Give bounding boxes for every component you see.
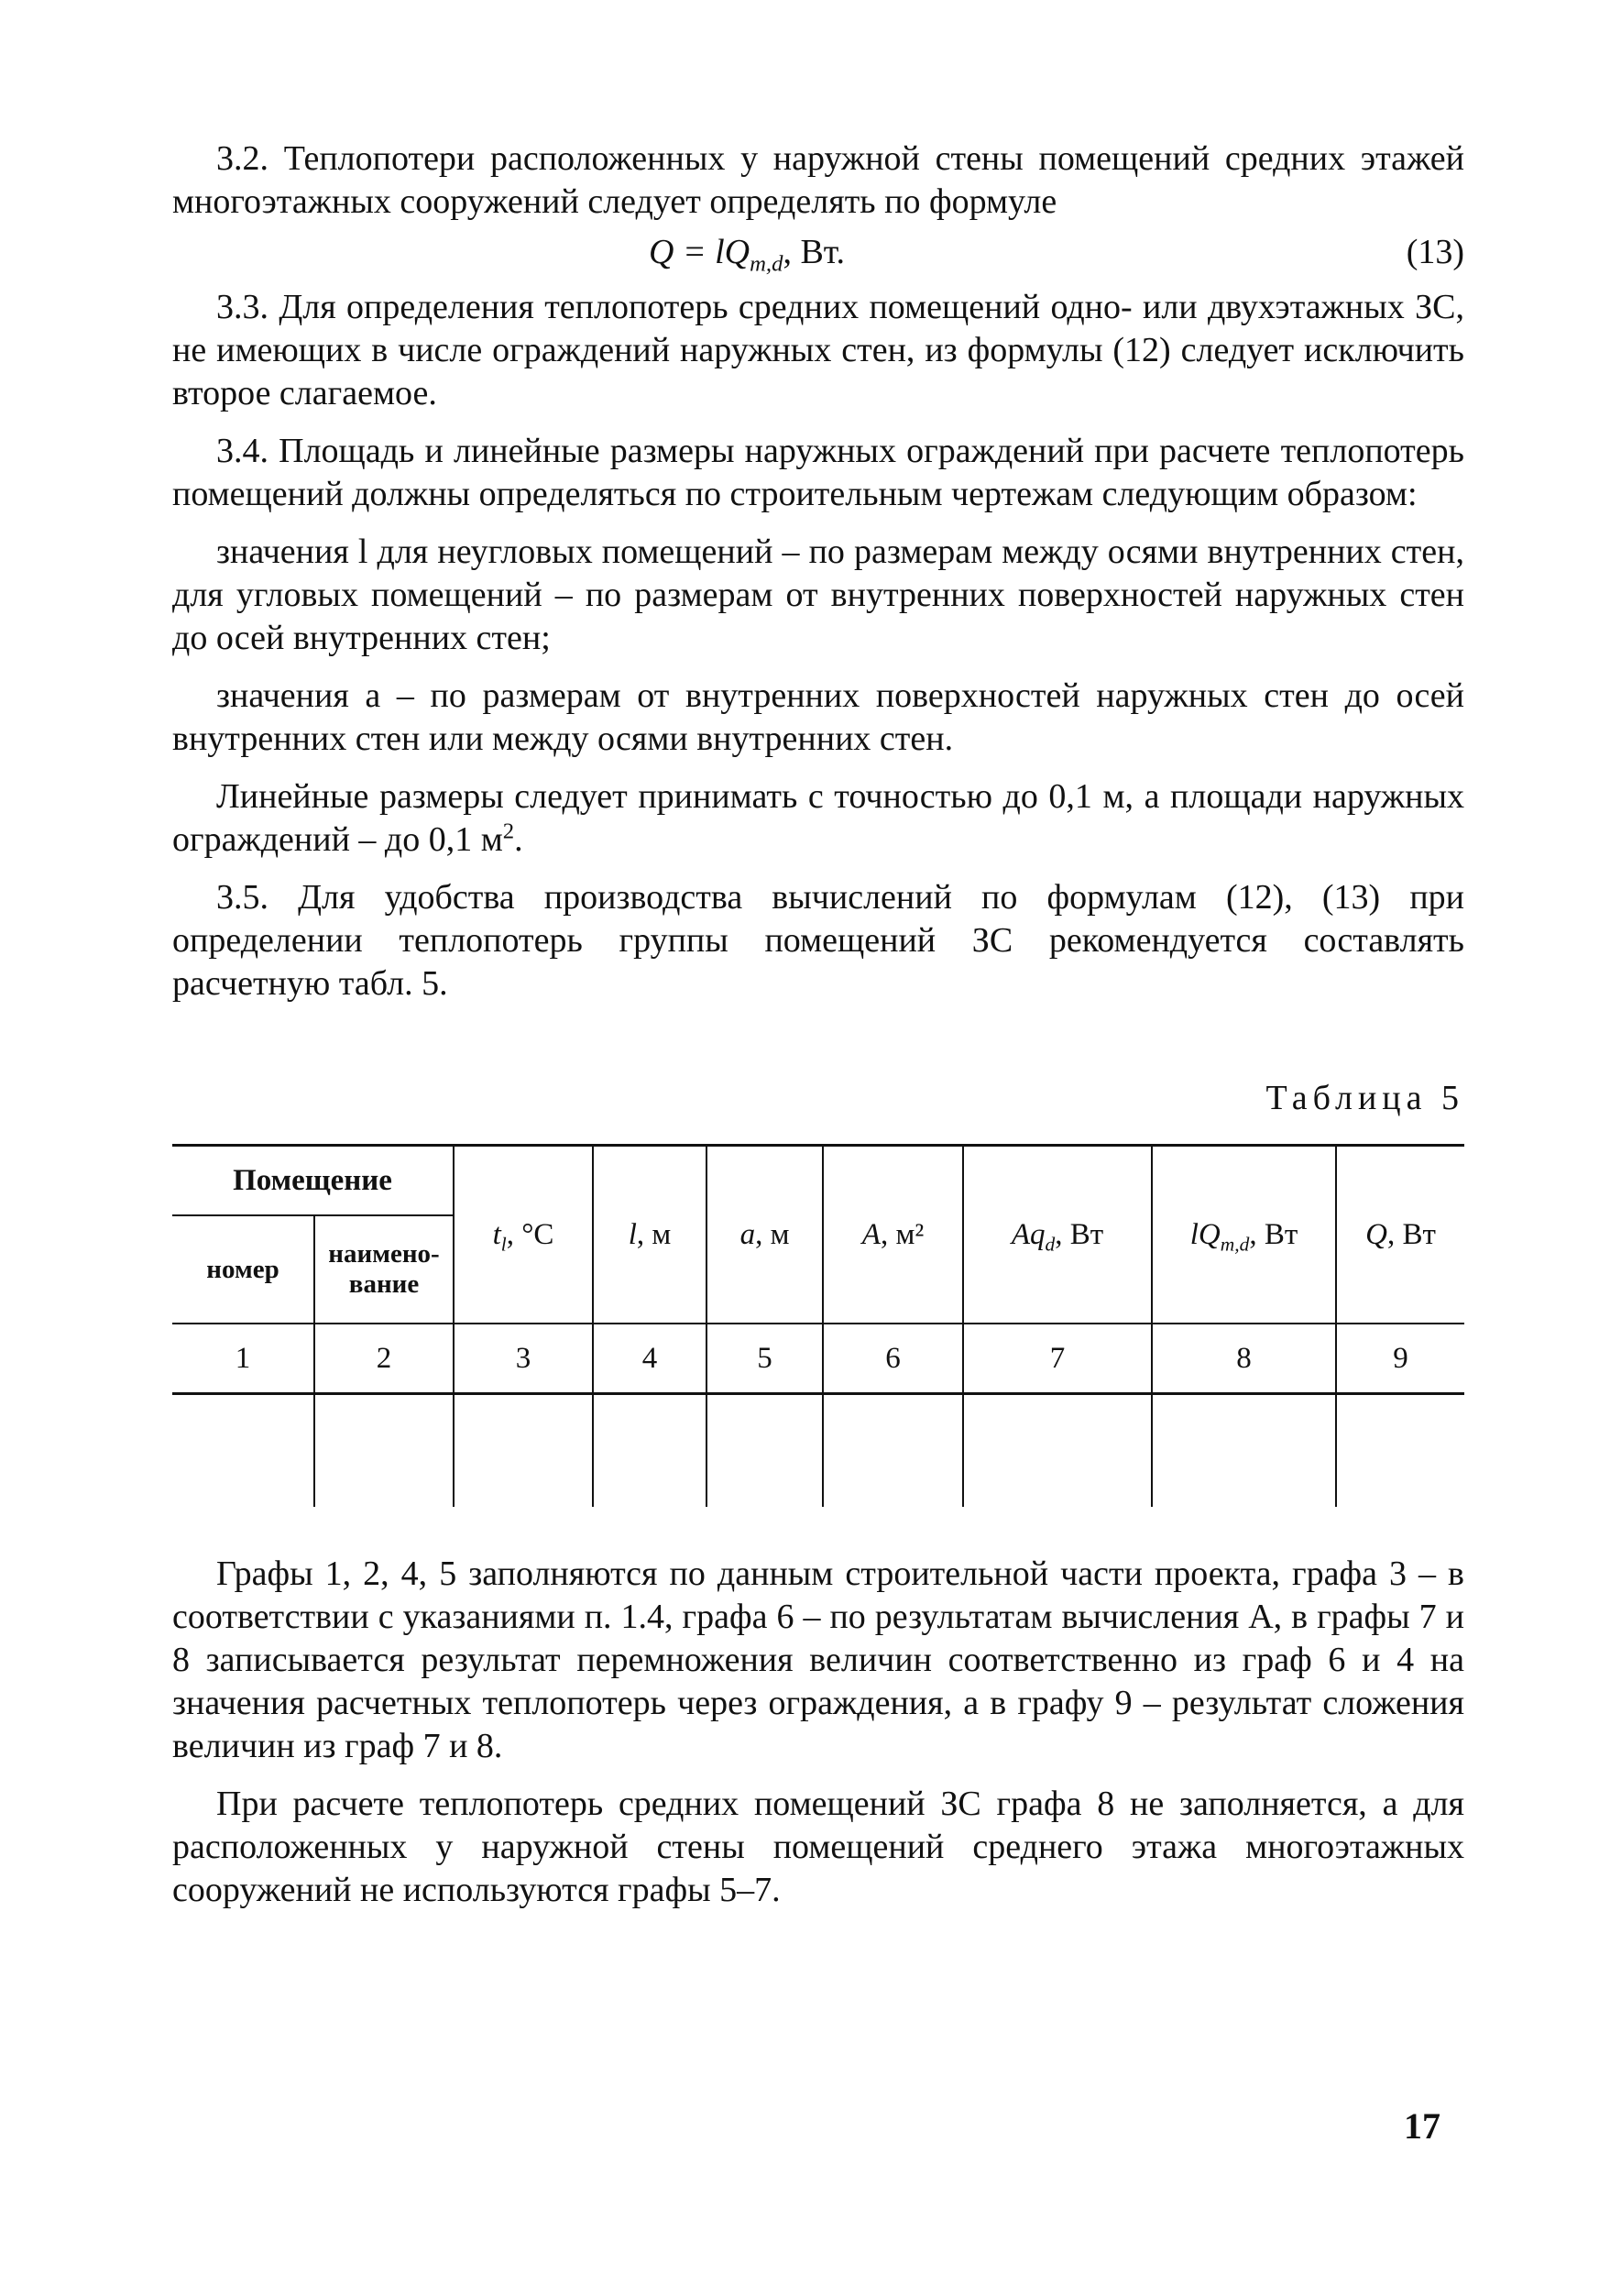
paragraph-3-4: 3.4. Площадь и линейные размеры наружных ограждений при расчете теплопотерь помещений должны определяться по строительным чертежам следующим образом: bbox=[172, 432, 1464, 513]
paragraph-3-4-precision: Линейные размеры следует принимать с точностью до 0,1 м, а площади наружных ограждений – до 0,1 $м^2$. bbox=[172, 777, 1464, 859]
column-number: 1 bbox=[172, 1324, 314, 1394]
column-number: 4 bbox=[593, 1324, 706, 1394]
table-cell bbox=[172, 1394, 314, 1508]
table-cell bbox=[963, 1394, 1152, 1508]
column-number: 7 bbox=[963, 1324, 1152, 1394]
paragraph-3-3: 3.3. Для определения теплопотерь средних помещений одно- или двухэтажных ЗС, не имеющих в числе ограждений наружных стен, из формулы (12) следует исключить второе слагаемое. bbox=[172, 288, 1464, 412]
formula-number: (13) bbox=[1406, 233, 1464, 271]
document-body bbox=[172, 137, 1464, 1912]
header-col-6: A, м² bbox=[823, 1146, 963, 1324]
formula-13 bbox=[172, 227, 1464, 279]
formula-expression: $Q = lQ_{m,d}$, Вт. bbox=[649, 233, 846, 277]
header-col-5: a, м bbox=[706, 1146, 823, 1324]
table-cell bbox=[1336, 1394, 1464, 1508]
column-number: 5 bbox=[706, 1324, 823, 1394]
table-header-row bbox=[172, 1146, 1464, 1216]
header-col-7: $Aq_d$, Вт bbox=[963, 1146, 1152, 1324]
paragraph-3-4-a-values: значения a – по размерам от внутренних поверхностей наружных стен до осей внутренних стен или между осями внутренних стен. bbox=[172, 676, 1464, 758]
column-number: 6 bbox=[823, 1324, 963, 1394]
header-room-group: Помещение bbox=[172, 1146, 454, 1216]
table-5 bbox=[172, 1144, 1464, 1507]
paragraph-columns-fill: Графы 1, 2, 4, 5 заполняются по данным строительной части проекта, графа 3 – в соответствии с указаниями п. 1.4, графа 6 – по результатам вычисления A, в графы 7 и 8 записывается результат перемножения величин соответственно из граф 6 и 4 на значения расчетных теплопотерь через ограждения, а в графу 9 – результат сложения величин из граф 7 и 8. bbox=[172, 1554, 1464, 1765]
table-cell bbox=[1152, 1394, 1336, 1508]
header-col-8: $lQ_{m,d}$, Вт bbox=[1152, 1146, 1336, 1324]
table-cell bbox=[823, 1394, 963, 1508]
table-cell bbox=[454, 1394, 593, 1508]
header-room-name: наимено-вание bbox=[314, 1215, 454, 1324]
page-number: 17 bbox=[1404, 2105, 1440, 2147]
table-empty-row bbox=[172, 1394, 1464, 1508]
header-room-number: номер bbox=[172, 1215, 314, 1324]
table-column-numbers-row bbox=[172, 1324, 1464, 1394]
paragraph-columns-usage: При расчете теплопотерь средних помещений ЗС графа 8 не заполняется, а для расположенных у наружной стены помещений среднего этажа многоэтажных сооружений не используются графы 5–7. bbox=[172, 1785, 1464, 1909]
column-number: 2 bbox=[314, 1324, 454, 1394]
column-number: 3 bbox=[454, 1324, 593, 1394]
header-col-9: Q, Вт bbox=[1336, 1146, 1464, 1324]
paragraph-3-5: 3.5. Для удобства производства вычислений по формулам (12), (13) при определении теплопотерь группы помещений ЗС рекомендуется составлять расчетную табл. 5. bbox=[172, 878, 1464, 1003]
table-cell bbox=[314, 1394, 454, 1508]
paragraph-3-2: 3.2. Теплопотери расположенных у наружной стены помещений средних этажей многоэтажных сооружений следует определять по формуле bbox=[172, 139, 1464, 221]
table-cell bbox=[706, 1394, 823, 1508]
column-number: 9 bbox=[1336, 1324, 1464, 1394]
column-number: 8 bbox=[1152, 1324, 1336, 1394]
table-caption: Таблица 5 bbox=[1265, 1079, 1464, 1117]
header-col-3: $t_l$, °C bbox=[454, 1146, 593, 1324]
table-cell bbox=[593, 1394, 706, 1508]
header-col-4: l, м bbox=[593, 1146, 706, 1324]
paragraph-3-4-l-values: значения l для неугловых помещений – по размерам между осями внутренних стен, для угловых помещений – по размерам от внутренних поверхностей наружных стен до осей внутренних стен; bbox=[172, 533, 1464, 657]
